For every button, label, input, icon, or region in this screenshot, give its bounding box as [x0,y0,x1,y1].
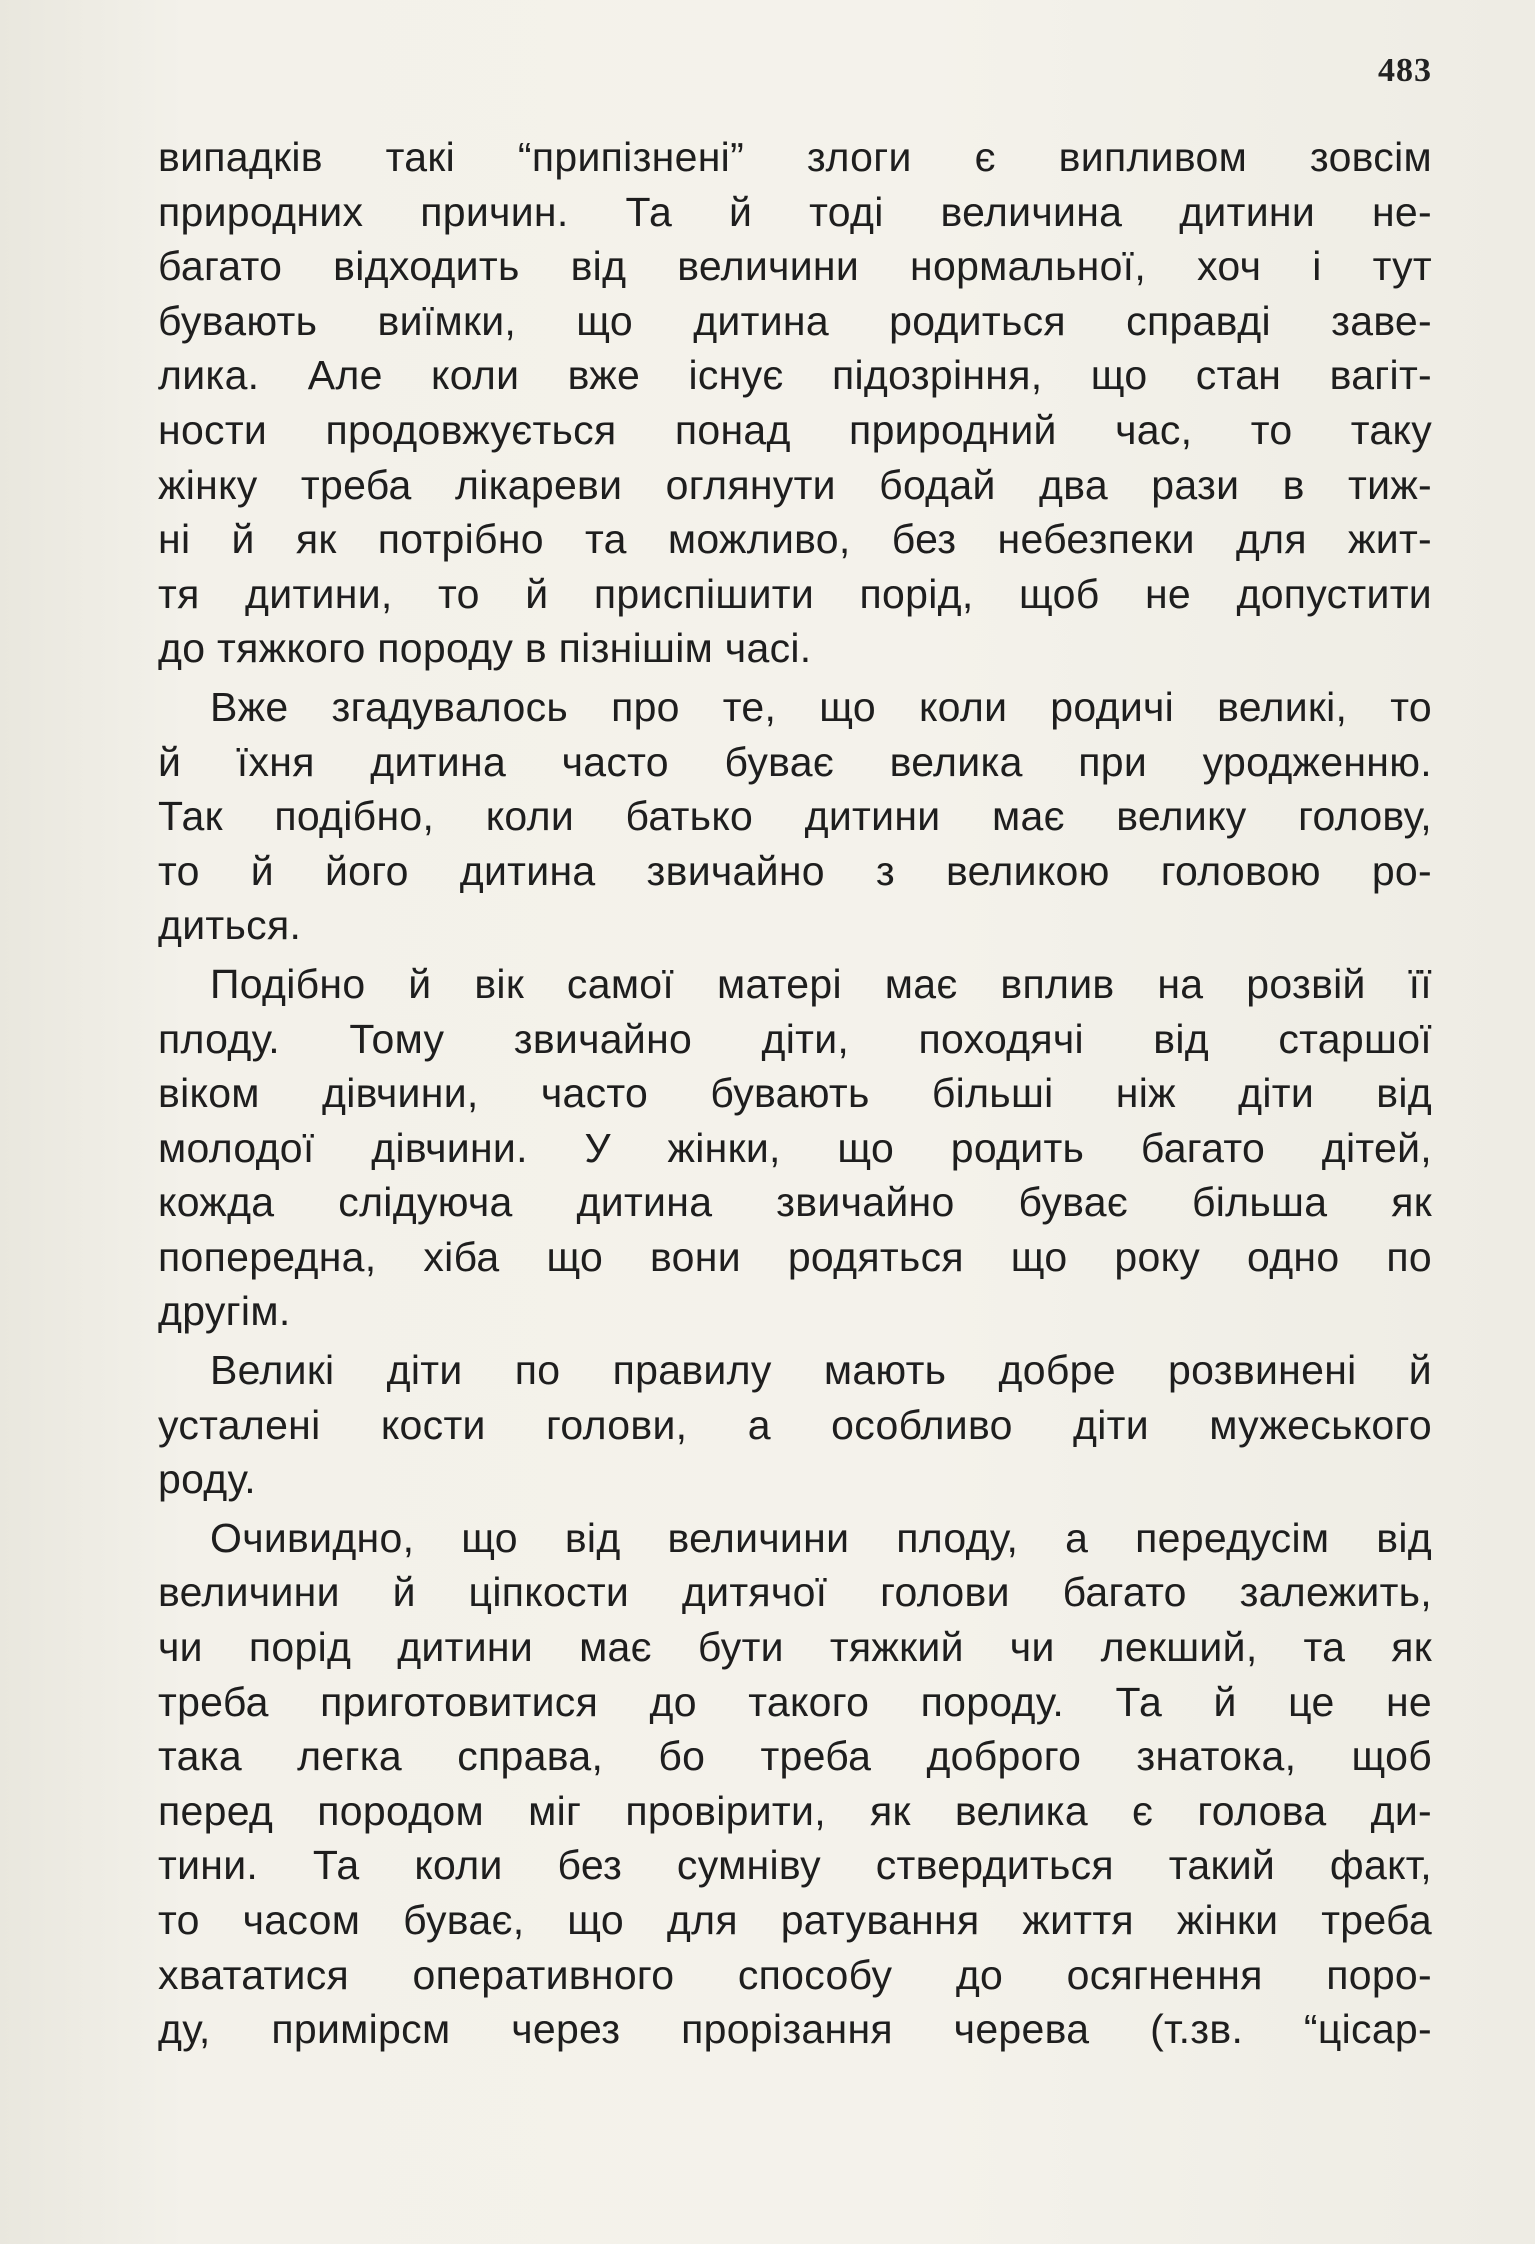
paragraph-2 [158,680,1432,953]
text-line: величини й ціпкости дитячої голови багато залежить, [158,1569,1432,1616]
text-line: ду, примірсм через прорізання черева (т.зв. “цісар- [158,2006,1432,2053]
text-line: хвататися оперативного способу до осягнення поро- [158,1951,1432,1998]
text-line: випадків такі “припізнені” злоги є випливом зовсім [158,134,1432,180]
text-line: усталені кости голови, а особливо діти мужеського [158,1401,1432,1448]
text-line: Так подібно, коли батько дитини має велику голову, [158,793,1432,840]
text-line: то й його дитина звичайно з великою головою ро- [158,847,1432,894]
text-line: й їхня дитина часто буває велика при уродженню. [158,738,1432,785]
text-line: чи порід дитини має бути тяжкий чи лекший, та як [158,1624,1432,1671]
text-line: до тяжкого породу в пізнішім часі. [158,625,812,672]
text-line: багато відходить від величини нормальної, хоч і тут [158,243,1432,290]
text-line: Великі діти по правилу мають добре розвинені й [210,1347,1432,1394]
text-line: тя дитини, то й приспішити порід, щоб не допустити [158,570,1432,617]
page-number: 483 [1378,52,1432,89]
text-line: попередна, хіба що вони родяться що року одно по [158,1233,1432,1280]
text-line: треба приготовитися до такого породу. Та й це не [158,1678,1432,1725]
text-line: молодої дівчини. У жінки, що родить багато дітей, [158,1124,1432,1171]
paragraph-1 [158,130,1432,676]
paragraph-5 [158,1511,1432,2057]
text-line: віком дівчини, часто бувають більші ніж діти від [158,1070,1432,1117]
body-text [158,130,1432,2057]
text-line: жінку треба лікареви оглянути бодай два рази в тиж- [158,461,1432,508]
text-line: Вже згадувалось про те, що коли родичі великі, то [210,683,1432,730]
text-line: тини. Та коли без сумніву ствердиться такий факт, [158,1842,1432,1889]
text-line: перед породом міг провірити, як велика є голова ди- [158,1787,1432,1834]
text-line: диться. [158,902,302,949]
text-line: природних причин. Та й тоді величина дитини не- [158,188,1432,235]
text-line: Подібно й вік самої матері має вплив на розвій її [210,960,1432,1007]
text-line: Очивидно, що від величини плоду, а передусім від [210,1514,1432,1561]
text-line: лика. Але коли вже існує підозріння, що стан вагіт- [158,352,1432,399]
text-line: ні й як потрібно та можливо, без небезпеки для жит- [158,516,1432,563]
paragraph-3 [158,957,1432,1339]
text-line: бувають виїмки, що дитина родиться справді заве- [158,297,1432,344]
paragraph-4 [158,1343,1432,1507]
text-line: роду. [158,1456,256,1503]
text-line: така легка справа, бо треба доброго знатока, щоб [158,1733,1432,1780]
text-line: другім. [158,1288,291,1335]
text-line: плоду. Тому звичайно діти, походячі від старшої [158,1015,1432,1062]
text-line: ности продовжується понад природний час, то таку [158,406,1432,453]
text-line: то часом буває, що для ратування життя жінки треба [158,1897,1432,1943]
text-line: кожда слідуюча дитина звичайно буває більша як [158,1179,1432,1226]
